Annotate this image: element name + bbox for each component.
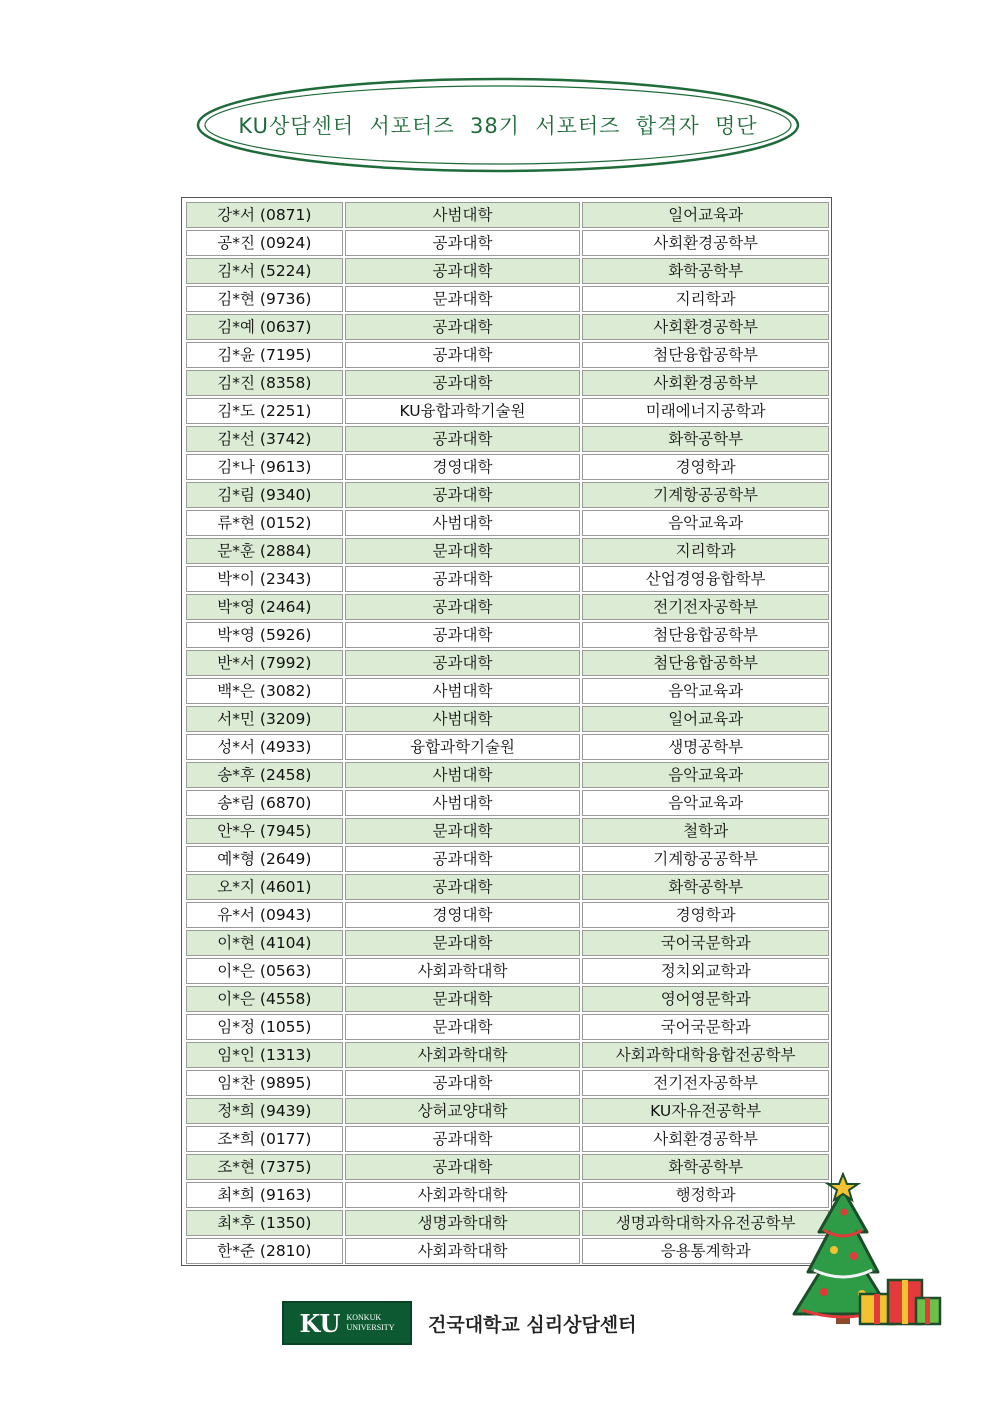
logo-konkuk-text: KONKUK bbox=[346, 1313, 382, 1322]
department-cell: 기계항공공학부 bbox=[582, 846, 829, 872]
college-cell: 융합과학기술원 bbox=[345, 734, 581, 760]
logo-ku-text: KU bbox=[299, 1308, 341, 1338]
department-cell: 첨단융합공학부 bbox=[582, 342, 829, 368]
name-cell: 이*은 (0563) bbox=[186, 958, 343, 984]
name-cell: 조*희 (0177) bbox=[186, 1126, 343, 1152]
table-row bbox=[186, 1126, 829, 1152]
department-cell: 지리학과 bbox=[582, 538, 829, 564]
name-cell: 김*도 (2251) bbox=[186, 398, 343, 424]
college-cell: 상허교양대학 bbox=[345, 1098, 581, 1124]
table-row bbox=[186, 370, 829, 396]
table-row bbox=[186, 342, 829, 368]
title-banner bbox=[195, 76, 801, 174]
department-cell: 음악교육과 bbox=[582, 678, 829, 704]
department-cell: 미래에너지공학과 bbox=[582, 398, 829, 424]
name-cell: 서*민 (3209) bbox=[186, 706, 343, 732]
department-cell: 화학공학부 bbox=[582, 1154, 829, 1180]
department-cell: 음악교육과 bbox=[582, 790, 829, 816]
name-cell: 송*림 (6870) bbox=[186, 790, 343, 816]
college-cell: 사회과학대학 bbox=[345, 1042, 581, 1068]
table-row bbox=[186, 930, 829, 956]
name-cell: 유*서 (0943) bbox=[186, 902, 343, 928]
table-row bbox=[186, 986, 829, 1012]
name-cell: 송*후 (2458) bbox=[186, 762, 343, 788]
name-cell: 김*선 (3742) bbox=[186, 426, 343, 452]
college-cell: 공과대학 bbox=[345, 426, 581, 452]
college-cell: 공과대학 bbox=[345, 482, 581, 508]
college-cell: 공과대학 bbox=[345, 258, 581, 284]
college-cell: 생명과학대학 bbox=[345, 1210, 581, 1236]
name-cell: 김*현 (9736) bbox=[186, 286, 343, 312]
name-cell: 최*후 (1350) bbox=[186, 1210, 343, 1236]
department-cell: 화학공학부 bbox=[582, 426, 829, 452]
name-cell: 최*희 (9163) bbox=[186, 1182, 343, 1208]
college-cell: 문과대학 bbox=[345, 818, 581, 844]
table-row bbox=[186, 286, 829, 312]
department-cell: 경영학과 bbox=[582, 902, 829, 928]
name-cell: 반*서 (7992) bbox=[186, 650, 343, 676]
table-row bbox=[186, 398, 829, 424]
roster-table-frame bbox=[181, 197, 832, 1266]
center-name: 건국대학교 심리상담센터 bbox=[428, 1313, 637, 1336]
table-row bbox=[186, 874, 829, 900]
college-cell: 공과대학 bbox=[345, 650, 581, 676]
college-cell: 공과대학 bbox=[345, 1126, 581, 1152]
christmas-tree-icon bbox=[784, 1172, 944, 1332]
name-cell: 정*희 (9439) bbox=[186, 1098, 343, 1124]
name-cell: 김*윤 (7195) bbox=[186, 342, 343, 368]
name-cell: 김*진 (8358) bbox=[186, 370, 343, 396]
department-cell: 화학공학부 bbox=[582, 874, 829, 900]
department-cell: 사회과학대학융합전공학부 bbox=[582, 1042, 829, 1068]
logo-university-text: UNIVERSITY bbox=[346, 1323, 395, 1332]
department-cell: 생명공학부 bbox=[582, 734, 829, 760]
table-row bbox=[186, 958, 829, 984]
name-cell: 박*영 (5926) bbox=[186, 622, 343, 648]
name-cell: 박*이 (2343) bbox=[186, 566, 343, 592]
table-row bbox=[186, 482, 829, 508]
table-row bbox=[186, 1014, 829, 1040]
name-cell: 김*서 (5224) bbox=[186, 258, 343, 284]
table-row bbox=[186, 902, 829, 928]
table-row bbox=[186, 706, 829, 732]
college-cell: 공과대학 bbox=[345, 1070, 581, 1096]
name-cell: 이*현 (4104) bbox=[186, 930, 343, 956]
table-row bbox=[186, 538, 829, 564]
department-cell: 첨단융합공학부 bbox=[582, 650, 829, 676]
college-cell: 공과대학 bbox=[345, 314, 581, 340]
name-cell: 문*훈 (2884) bbox=[186, 538, 343, 564]
table-row bbox=[186, 790, 829, 816]
name-cell: 한*준 (2810) bbox=[186, 1238, 343, 1264]
department-cell: 음악교육과 bbox=[582, 510, 829, 536]
name-cell: 예*형 (2649) bbox=[186, 846, 343, 872]
college-cell: 문과대학 bbox=[345, 538, 581, 564]
department-cell: 첨단융합공학부 bbox=[582, 622, 829, 648]
college-cell: 문과대학 bbox=[345, 930, 581, 956]
college-cell: 사범대학 bbox=[345, 202, 581, 228]
department-cell: 응용통계학과 bbox=[582, 1238, 829, 1264]
college-cell: 문과대학 bbox=[345, 986, 581, 1012]
name-cell: 김*나 (9613) bbox=[186, 454, 343, 480]
department-cell: 일어교육과 bbox=[582, 706, 829, 732]
college-cell: 사회과학대학 bbox=[345, 1238, 581, 1264]
department-cell: 정치외교학과 bbox=[582, 958, 829, 984]
table-row bbox=[186, 1070, 829, 1096]
table-row bbox=[186, 1154, 829, 1180]
college-cell: 공과대학 bbox=[345, 874, 581, 900]
college-cell: 사범대학 bbox=[345, 678, 581, 704]
department-cell: 지리학과 bbox=[582, 286, 829, 312]
name-cell: 안*우 (7945) bbox=[186, 818, 343, 844]
college-cell: 문과대학 bbox=[345, 1014, 581, 1040]
table-row bbox=[186, 258, 829, 284]
table-row bbox=[186, 622, 829, 648]
table-row bbox=[186, 454, 829, 480]
name-cell: 조*현 (7375) bbox=[186, 1154, 343, 1180]
name-cell: 임*정 (1055) bbox=[186, 1014, 343, 1040]
table-row bbox=[186, 510, 829, 536]
college-cell: 경영대학 bbox=[345, 902, 581, 928]
name-cell: 박*영 (2464) bbox=[186, 594, 343, 620]
department-cell: 사회환경공학부 bbox=[582, 370, 829, 396]
table-row bbox=[186, 1098, 829, 1124]
name-cell: 김*림 (9340) bbox=[186, 482, 343, 508]
college-cell: KU융합과학기술원 bbox=[345, 398, 581, 424]
table-row bbox=[186, 650, 829, 676]
college-cell: 사회과학대학 bbox=[345, 958, 581, 984]
page-title: KU상담센터 서포터즈 38기 서포터즈 합격자 명단 bbox=[238, 114, 758, 138]
college-cell: 사회과학대학 bbox=[345, 1182, 581, 1208]
name-cell: 김*예 (0637) bbox=[186, 314, 343, 340]
roster-table-body bbox=[186, 202, 829, 1264]
department-cell: 전기전자공학부 bbox=[582, 1070, 829, 1096]
department-cell: 사회환경공학부 bbox=[582, 1126, 829, 1152]
department-cell: 사회환경공학부 bbox=[582, 314, 829, 340]
table-row bbox=[186, 762, 829, 788]
logo-subtext bbox=[346, 1313, 394, 1333]
table-row bbox=[186, 202, 829, 228]
table-row bbox=[186, 426, 829, 452]
college-cell: 공과대학 bbox=[345, 594, 581, 620]
department-cell: 행정학과 bbox=[582, 1182, 829, 1208]
table-row bbox=[186, 594, 829, 620]
department-cell: 화학공학부 bbox=[582, 258, 829, 284]
department-cell: 기계항공공학부 bbox=[582, 482, 829, 508]
college-cell: 공과대학 bbox=[345, 566, 581, 592]
table-row bbox=[186, 678, 829, 704]
name-cell: 임*인 (1313) bbox=[186, 1042, 343, 1068]
college-cell: 공과대학 bbox=[345, 342, 581, 368]
table-row bbox=[186, 818, 829, 844]
name-cell: 오*지 (4601) bbox=[186, 874, 343, 900]
college-cell: 사범대학 bbox=[345, 706, 581, 732]
name-cell: 공*진 (0924) bbox=[186, 230, 343, 256]
department-cell: 음악교육과 bbox=[582, 762, 829, 788]
table-row bbox=[186, 566, 829, 592]
table-row bbox=[186, 1210, 829, 1236]
college-cell: 경영대학 bbox=[345, 454, 581, 480]
konkuk-logo bbox=[282, 1301, 412, 1345]
college-cell: 사범대학 bbox=[345, 510, 581, 536]
college-cell: 문과대학 bbox=[345, 286, 581, 312]
table-row bbox=[186, 846, 829, 872]
department-cell: 전기전자공학부 bbox=[582, 594, 829, 620]
department-cell: 영어영문학과 bbox=[582, 986, 829, 1012]
department-cell: KU자유전공학부 bbox=[582, 1098, 829, 1124]
college-cell: 공과대학 bbox=[345, 846, 581, 872]
name-cell: 임*찬 (9895) bbox=[186, 1070, 343, 1096]
table-row bbox=[186, 230, 829, 256]
college-cell: 공과대학 bbox=[345, 1154, 581, 1180]
footer bbox=[282, 1301, 637, 1345]
department-cell: 사회환경공학부 bbox=[582, 230, 829, 256]
college-cell: 공과대학 bbox=[345, 370, 581, 396]
roster-table bbox=[184, 200, 831, 1266]
department-cell: 산업경영융합학부 bbox=[582, 566, 829, 592]
name-cell: 류*현 (0152) bbox=[186, 510, 343, 536]
name-cell: 백*은 (3082) bbox=[186, 678, 343, 704]
table-row bbox=[186, 1238, 829, 1264]
department-cell: 국어국문학과 bbox=[582, 1014, 829, 1040]
name-cell: 이*은 (4558) bbox=[186, 986, 343, 1012]
name-cell: 성*서 (4933) bbox=[186, 734, 343, 760]
college-cell: 사범대학 bbox=[345, 762, 581, 788]
college-cell: 공과대학 bbox=[345, 230, 581, 256]
college-cell: 사범대학 bbox=[345, 790, 581, 816]
table-row bbox=[186, 1042, 829, 1068]
name-cell: 강*서 (0871) bbox=[186, 202, 343, 228]
table-row bbox=[186, 734, 829, 760]
college-cell: 공과대학 bbox=[345, 622, 581, 648]
department-cell: 철학과 bbox=[582, 818, 829, 844]
table-row bbox=[186, 1182, 829, 1208]
table-row bbox=[186, 314, 829, 340]
department-cell: 일어교육과 bbox=[582, 202, 829, 228]
department-cell: 생명과학대학자유전공학부 bbox=[582, 1210, 829, 1236]
department-cell: 국어국문학과 bbox=[582, 930, 829, 956]
department-cell: 경영학과 bbox=[582, 454, 829, 480]
